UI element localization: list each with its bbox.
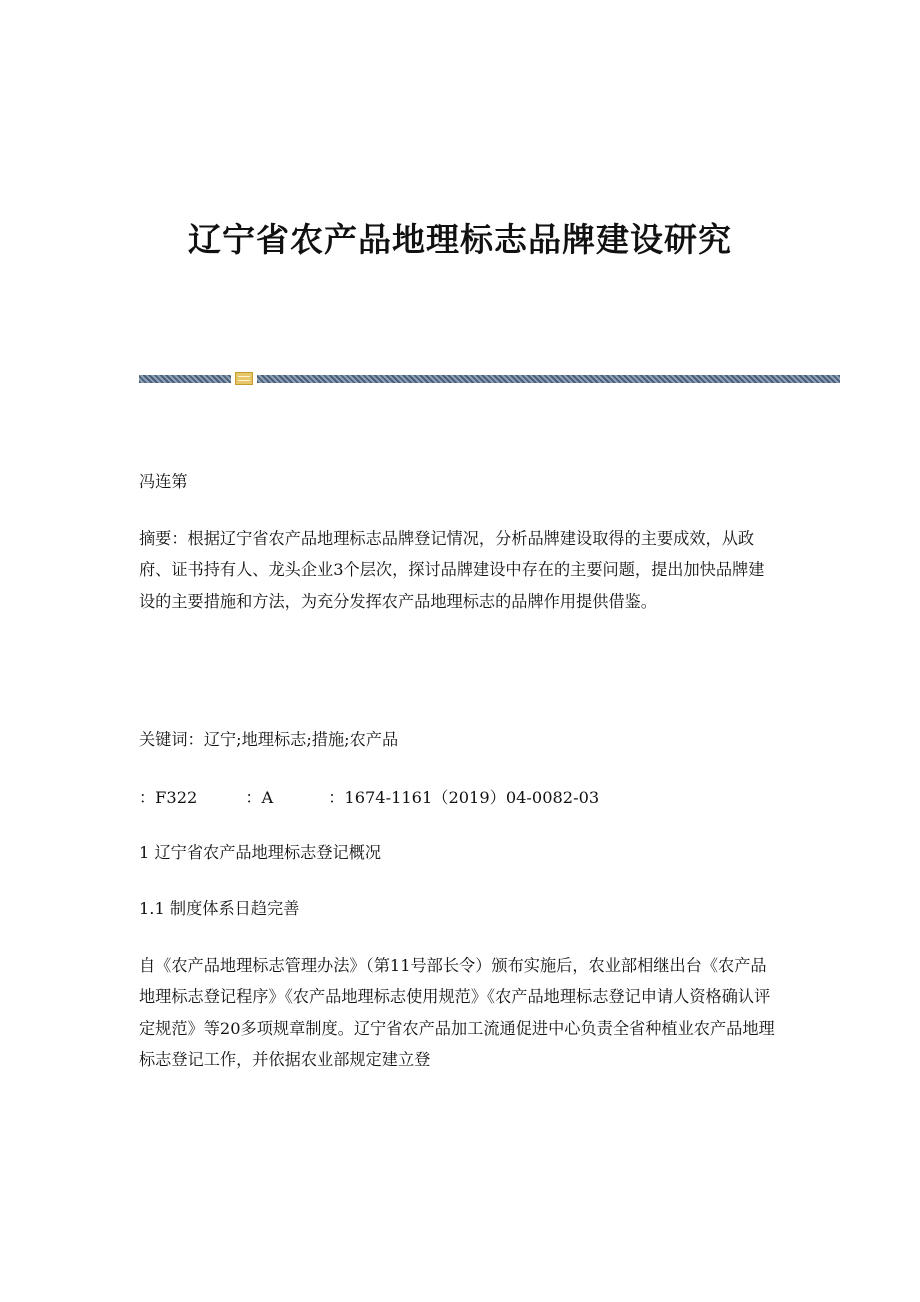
- clc-number: ：F322: [139, 788, 198, 807]
- document-code: ：A: [245, 788, 274, 807]
- divider-emblem-icon: [235, 372, 253, 385]
- section-heading: 1 辽宁省农产品地理标志登记概况: [139, 843, 382, 862]
- body-paragraph: 自《农产品地理标志管理办法》（第11号部长令）颁布实施后，农业部相继出台《农产品地理标志登记程序》《农产品地理标志使用规范》《农产品地理标志登记申请人资格确认评定规范》等20多项规章制度。辽宁省农产品加工流通促进中心负责全省种植业农产品地理标志登记工作，并依据农业部规定建立登: [139, 956, 775, 1070]
- title-divider-left: [139, 375, 231, 383]
- title-divider-right: [257, 375, 840, 383]
- keywords-line: 关键词：辽宁;地理标志;措施;农产品: [139, 730, 399, 749]
- classification-line: [139, 784, 599, 812]
- subsection-heading: 1.1 制度体系日趋完善: [139, 899, 300, 918]
- paper-title: 辽宁省农产品地理标志品牌建设研究: [188, 220, 732, 259]
- article-id: ：1674-1161（2019）04-0082-03: [328, 788, 600, 807]
- abstract-paragraph: 摘要：根据辽宁省农产品地理标志品牌登记情况，分析品牌建设取得的主要成效，从政府、证书持有人、龙头企业3个层次，探讨品牌建设中存在的主要问题，提出加快品牌建设的主要措施和方法，为充分发挥农产品地理标志的品牌作用提供借鉴。: [139, 529, 765, 611]
- author-name: 冯连第: [139, 472, 188, 491]
